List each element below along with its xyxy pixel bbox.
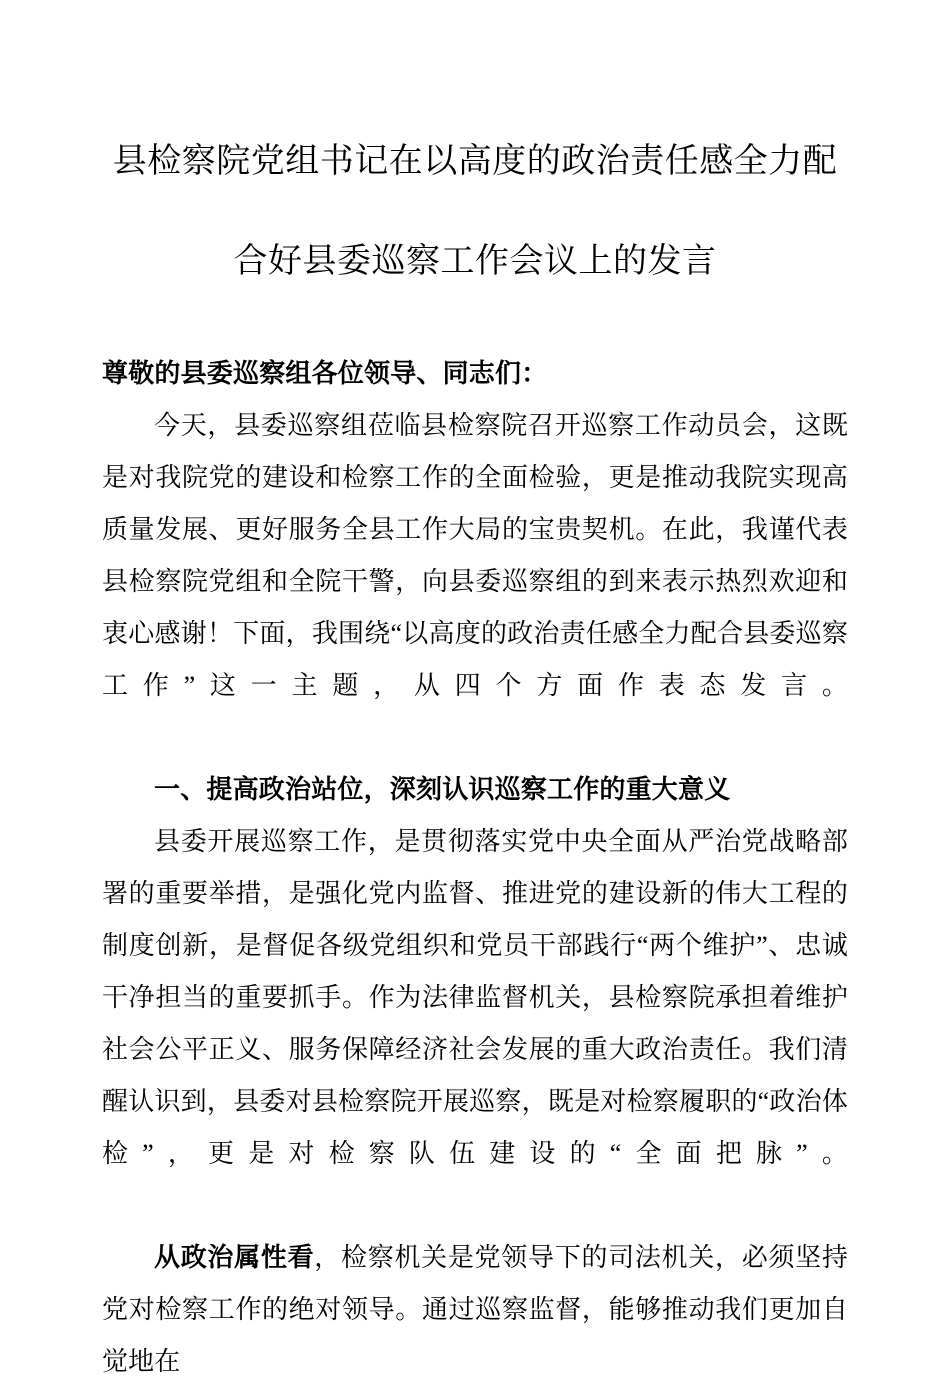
paragraph-bold-lead: 从政治属性看 bbox=[154, 1243, 315, 1272]
page-title bbox=[102, 0, 848, 312]
salutation: 尊敬的县委巡察组各位领导、同志们： bbox=[102, 359, 548, 388]
section-1-paragraph-2 bbox=[102, 1232, 848, 1388]
title-line-2: 合好县委巡察工作会议上的发言 bbox=[233, 243, 717, 280]
section-1-paragraph-1: 县委开展巡察工作，是贯彻落实党中央全面从严治党战略部署的重要举措，是强化党内监督、推进党的建设新的伟大工程的制度创新，是督促各级党组织和党员干部践行“两个维护”、忠诚干净担当的重要抓手。作为法律监督机关，县检察院承担着维护社会公平正义、服务保障经济社会发展的重大政治责任。我们清醒认识到，县委对县检察院开展巡察，既是对检察履职的“政治体检”，更是对检察队伍建设的“全面把脉”。 bbox=[102, 827, 848, 1168]
section-heading-1: 一、提高政治站位，深刻认识巡察工作的重大意义 bbox=[154, 775, 731, 804]
paragraph-body-text: ，检察机关是党领导下的司法机关，必须坚持党对检察工作的绝对领导。通过巡察监督，能够推动我们更加自觉地在 bbox=[102, 1243, 848, 1376]
opening-paragraph: 今天，县委巡察组莅临县检察院召开巡察工作动员会，这既是对我院党的建设和检察工作的全面检验，更是推动我院实现高质量发展、更好服务全县工作大局的宝贵契机。在此，我谨代表县检察院党组和全院干警，向县委巡察组的到来表示热烈欢迎和衷心感谢！下面，我围绕“以高度的政治责任感全力配合县委巡察工作”这一主题，从四个方面作表态发言。 bbox=[102, 411, 848, 700]
title-line-1: 县检察院党组书记在以高度的政治责任感全力配 bbox=[112, 143, 838, 180]
